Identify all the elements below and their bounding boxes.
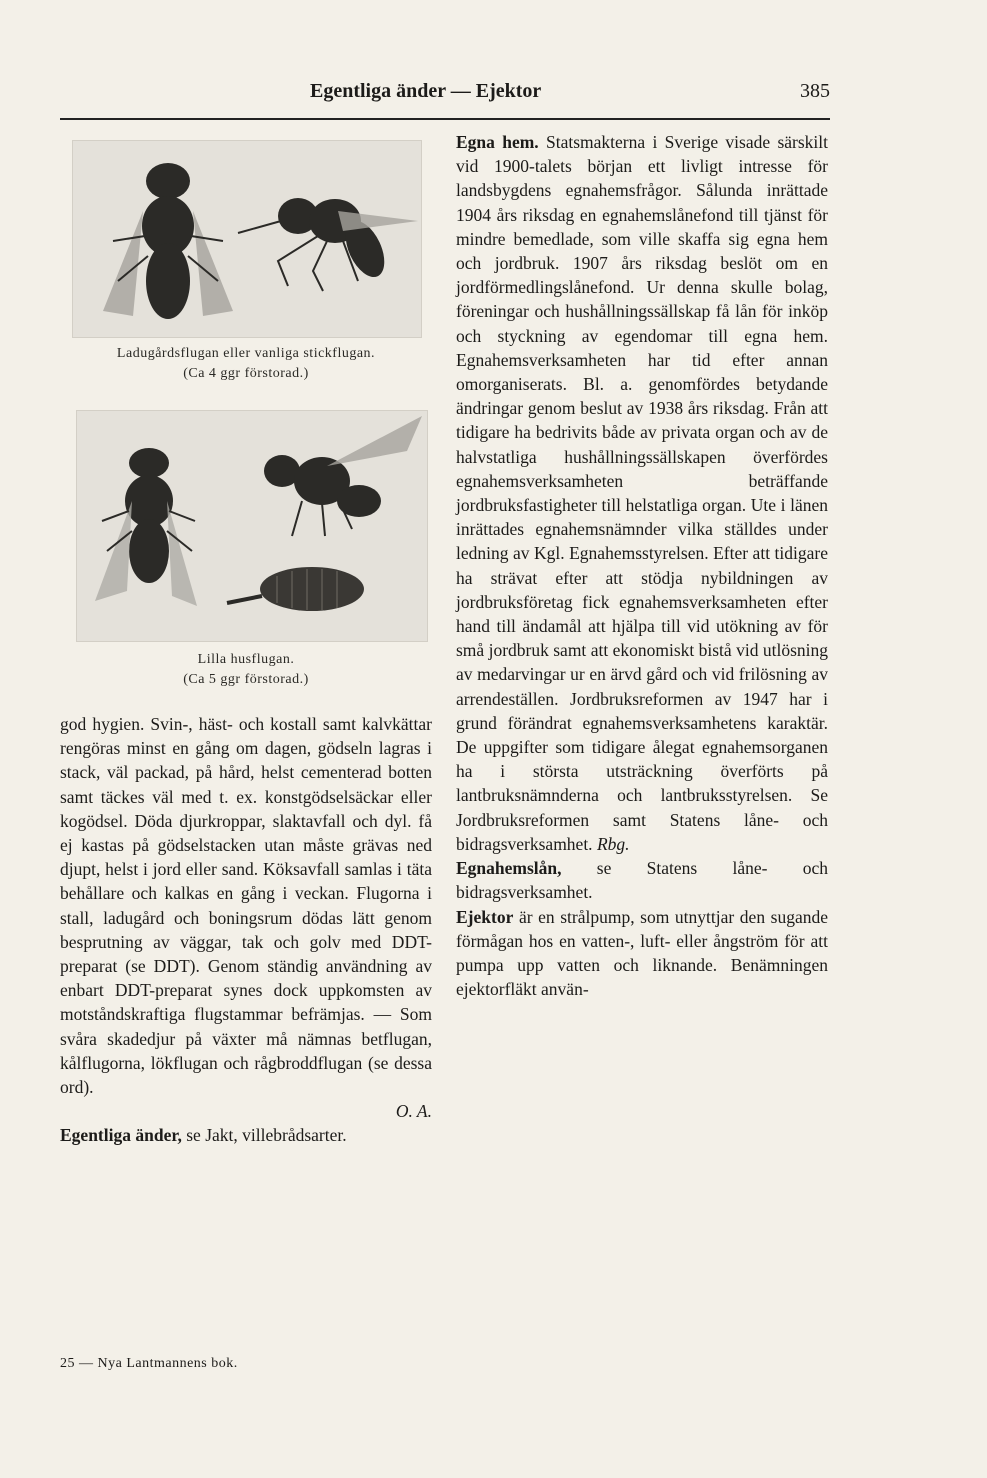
entry-egentliga-ander — [60, 1123, 432, 1147]
left-column — [60, 712, 432, 1148]
hygiene-signature: O. A. — [395, 1101, 432, 1122]
header-rule — [60, 118, 830, 120]
figure-2-caption-line2: (Ca 5 ggr förstorad.) — [183, 672, 309, 687]
figure-1-caption-line2: (Ca 4 ggr förstorad.) — [183, 366, 309, 381]
figure-1-caption — [60, 344, 432, 384]
entry-ejektor-term: Ejektor — [456, 906, 514, 927]
entry-ejektor-body: är en strålpump, som utnyttjar den sugande förmågan hos en vatten-, luft- eller ångström för att pumpa upp vatten och liknande. Benämningen ejektorfläkt använ- — [456, 906, 828, 1000]
house-fly-photo — [76, 410, 428, 642]
page-number: 385 — [800, 80, 830, 102]
house-fly-illustration — [77, 411, 427, 641]
running-title: Egentliga änder — Ejektor — [310, 80, 542, 102]
figure-1-caption-line1: Ladugårdsflugan eller vanliga stickflugan. — [116, 346, 376, 361]
entry-egnahemslan-body: se Statens låne- och bidragsverksamhet. — [456, 858, 828, 903]
figure-2-caption — [60, 650, 432, 690]
entry-egna-hem — [456, 130, 828, 856]
entry-egentliga-ander-body: se Jakt, villebrådsarter. — [181, 1125, 347, 1146]
entry-egna-hem-term: Egna hem. — [456, 132, 539, 152]
entry-egnahemslan-term: Egnahemslån, — [456, 858, 562, 879]
entry-ejektor — [456, 905, 828, 1002]
hygiene-paragraph: god hygien. Svin-, häst- och kostall samt kalvkättar rengöras minst en gång om dagen, gödseln lagras i stack, väl packad, på hård, helst cementerad botten samt täckes väl med t. ex. konstgödselsäckar eller kogödsel. Döda djurkroppar, slaktavfall och dyl. få ej kastas på gödselstacken utan måste grävas ned djupt, helst i jord eller sand. Köksavfall samlas i täta behållare och kalkas en gång i veckan. Flugorna i stall, ladugård och boningsrum dödas lätt genom besprutning av väggar, tak och golv med DDT-preparat (se DDT). Genom ständig användning av enbart DDT-preparat synes dock uppkomsten av motståndskraftiga flugstammar befrämjas. — Som svåra skadedjur på växter må nämnas betflugan, kålflugorna, lökflugan och rågbroddflugan (se dessa ord). — [60, 714, 432, 1098]
footer-signature: 25 — Nya Lantmannens bok. — [60, 1356, 238, 1371]
stable-fly-illustration — [73, 141, 421, 337]
entry-egna-hem-signature: Rbg. — [596, 833, 630, 854]
figure-2-caption-line1: Lilla husflugan. — [197, 652, 295, 667]
entry-egna-hem-body: Statsmakterna i Sverige visade särskilt vid 1900-talets början ett livligt intresse för landsbygdens egnahemsfrågor. Sålunda inrättade 1904 års riksdag en egnahemslånefond till tjänst för mindre bemedlade, som ville skaffa sig egna hem och jordbruk. 1907 års riksdag beslöt om en jordförmedlingslånefond. Ur denna skulle bolag, föreningar och hushållningssällskap få lån för inköp och styckning av egendomar till egna hem. Egnahemsverksamheten har tid efter annan omorganiserats. Bl. a. genomfördes betydande ändringar genom beslut av 1938 års riksdag. Från att tidigare ha bedrivits både av privata organ och av de halvstatliga hushållningssällskapen överfördes egnahemsverksamheten beträffande jordbruksfastigheter till helstatliga organ. Ute i länen inrättades egnahemsnämnder vilka ställdes under ledning av Kgl. Egnahemsstyrelsen. Efter att tidigare ha strävat efter att stödja nybildningen av jordbruksföretag fick egnahemsverksamheten efter hand till ändamål att hjälpa till vid utökning av för små jordbruk samt att ekonomiskt bistå vid utlösning av medarvingar ur en ärvd gård och vid frilösning av arrendeställen. Jordbruksreformen av 1947 har i grund förändrat egnahemsverksamhetens karaktär. De uppgifter som tidigare ålegat egnahemsorganen ha i största utsträckning överförts på lantbruksnämnderna och lantbruksstyrelsen. Se Jordbruksreformen samt Statens låne- och bidragsverksamhet. — [456, 132, 829, 854]
entry-egentliga-ander-term: Egentliga änder, — [60, 1125, 182, 1146]
stable-fly-photo — [72, 140, 422, 338]
entry-egnahemslan — [456, 856, 828, 904]
running-header — [60, 80, 830, 108]
right-column — [456, 130, 828, 1001]
